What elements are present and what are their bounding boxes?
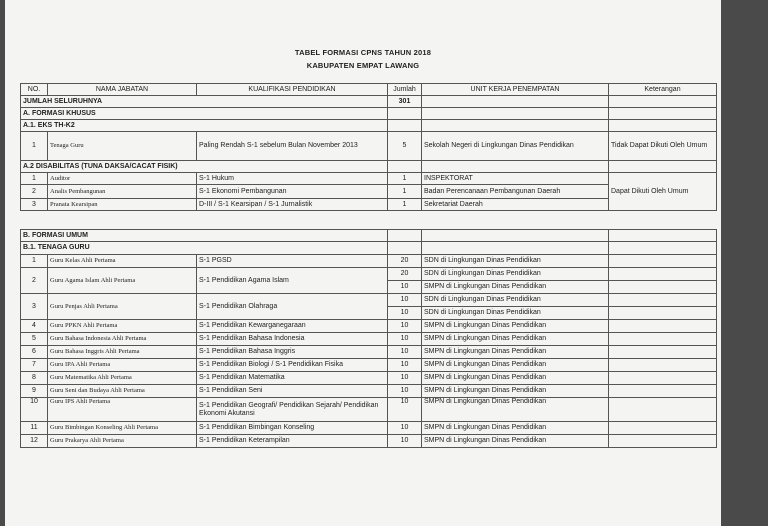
row-nama: Guru Bimbingan Konseling Ahli Pertama <box>48 422 197 435</box>
row-jumlah: 20 <box>388 268 422 281</box>
subsection-row <box>21 161 717 173</box>
table-row <box>21 359 717 372</box>
row-unit: SMPN di Lingkungan Dinas Pendidikan <box>422 359 609 372</box>
row-kualifikasi: S-1 Pendidikan Biologi / S-1 Pendidikan Fisika <box>197 359 388 372</box>
row-unit: Badan Perencanaan Pembangunan Daerah <box>422 185 609 199</box>
header-keterangan: Keterangan <box>609 84 717 96</box>
row-no: 12 <box>21 435 48 448</box>
row-jumlah: 10 <box>388 346 422 359</box>
table-row <box>21 385 717 398</box>
row-jumlah: 10 <box>388 294 422 307</box>
row-kualifikasi: S-1 Pendidikan Agama Islam <box>197 268 388 294</box>
row-no: 1 <box>21 132 48 161</box>
row-kualifikasi: S-1 Pendidikan Bimbingan Konseling <box>197 422 388 435</box>
row-jumlah: 10 <box>388 359 422 372</box>
row-unit: SMPN di Lingkungan Dinas Pendidikan <box>422 398 609 422</box>
row-no: 1 <box>21 255 48 268</box>
row-jumlah: 5 <box>388 132 422 161</box>
row-no: 9 <box>21 385 48 398</box>
row-no: 3 <box>21 294 48 320</box>
row-no: 10 <box>21 398 48 422</box>
row-no: 2 <box>21 268 48 294</box>
document-subtitle: KABUPATEN EMPAT LAWANG <box>306 61 420 70</box>
row-jumlah: 10 <box>388 372 422 385</box>
row-jumlah: 1 <box>388 199 422 211</box>
header-jumlah: Jumlah <box>388 84 422 96</box>
section-title: A. FORMASI KHUSUS <box>21 108 388 120</box>
row-kualifikasi: Paling Rendah S-1 sebelum Bulan November 2013 <box>197 132 388 161</box>
row-kualifikasi: S-1 Hukum <box>197 173 388 185</box>
header-nama-jabatan: NAMA JABATAN <box>48 84 197 96</box>
table-row <box>21 333 717 346</box>
row-nama: Auditor <box>48 173 197 185</box>
section-row <box>21 230 717 242</box>
subsection-row <box>21 120 717 132</box>
document-title: TABEL FORMASI CPNS TAHUN 2018 <box>294 48 432 57</box>
row-no: 5 <box>21 333 48 346</box>
row-unit: SMPN di Lingkungan Dinas Pendidikan <box>422 435 609 448</box>
total-label: JUMLAH SELURUHNYA <box>21 96 388 108</box>
section-title: B. FORMASI UMUM <box>21 230 388 242</box>
row-no: 11 <box>21 422 48 435</box>
row-nama: Guru PPKN Ahli Pertama <box>48 320 197 333</box>
row-unit: SDN di Lingkungan Dinas Pendidikan <box>422 268 609 281</box>
row-unit: INSPEKTORAT <box>422 173 609 185</box>
table-row <box>21 320 717 333</box>
row-kualifikasi: S-1 Pendidikan Bahasa Inggris <box>197 346 388 359</box>
row-kualifikasi: S-1 Pendidikan Bahasa Indonesia <box>197 333 388 346</box>
row-kualifikasi: S-1 Pendidikan Matematika <box>197 372 388 385</box>
row-keterangan: Tidak Dapat Dikuti Oleh Umum <box>609 132 717 161</box>
row-nama: Guru Matematika Ahli Pertama <box>48 372 197 385</box>
row-jumlah: 20 <box>388 255 422 268</box>
table-row <box>21 294 717 307</box>
row-nama: Guru Agama Islam Ahli Pertama <box>48 268 197 294</box>
header-kualifikasi: KUALIFIKASI PENDIDIKAN <box>197 84 388 96</box>
row-no: 4 <box>21 320 48 333</box>
row-unit: SMPN di Lingkungan Dinas Pendidikan <box>422 346 609 359</box>
header-no: NO. <box>21 84 48 96</box>
row-kualifikasi: S-1 Pendidikan Kewarganegaraan <box>197 320 388 333</box>
row-jumlah: 10 <box>388 385 422 398</box>
row-no: 8 <box>21 372 48 385</box>
formasi-khusus-table <box>20 83 717 211</box>
row-nama: Guru Seni dan Budaya Ahli Pertama <box>48 385 197 398</box>
total-value: 301 <box>388 96 422 108</box>
row-jumlah: 10 <box>388 398 422 422</box>
row-unit: SMPN di Lingkungan Dinas Pendidikan <box>422 281 609 294</box>
row-unit: Sekolah Negeri di Lingkungan Dinas Pendidikan <box>422 132 609 161</box>
row-jumlah: 10 <box>388 435 422 448</box>
row-jumlah: 1 <box>388 173 422 185</box>
row-nama: Guru Penjas Ahli Pertama <box>48 294 197 320</box>
row-unit: SDN di Lingkungan Dinas Pendidikan <box>422 255 609 268</box>
row-unit: SMPN di Lingkungan Dinas Pendidikan <box>422 320 609 333</box>
table-row <box>21 255 717 268</box>
row-kualifikasi: S-1 Pendidikan Keterampilan <box>197 435 388 448</box>
row-nama: Guru Kelas Ahli Pertama <box>48 255 197 268</box>
row-unit: SMPN di Lingkungan Dinas Pendidikan <box>422 372 609 385</box>
row-keterangan: Dapat Dikuti Oleh Umum <box>609 173 717 211</box>
row-nama: Guru IPS Ahli Pertama <box>48 398 197 422</box>
section-row <box>21 108 717 120</box>
row-kualifikasi: S-1 Pendidikan Olahraga <box>197 294 388 320</box>
row-unit: SMPN di Lingkungan Dinas Pendidikan <box>422 422 609 435</box>
row-unit: SMPN di Lingkungan Dinas Pendidikan <box>422 385 609 398</box>
row-jumlah: 10 <box>388 422 422 435</box>
subsection-title: A.1. EKS TH-K2 <box>21 120 388 132</box>
total-row <box>21 96 717 108</box>
row-nama: Guru Bahasa Indonesia Ahli Pertama <box>48 333 197 346</box>
row-no: 6 <box>21 346 48 359</box>
table-row <box>21 422 717 435</box>
row-no: 1 <box>21 173 48 185</box>
row-nama: Guru IPA Ahli Pertama <box>48 359 197 372</box>
row-kualifikasi: S-1 Pendidikan Seni <box>197 385 388 398</box>
row-jumlah: 1 <box>388 185 422 199</box>
row-unit: SDN di Lingkungan Dinas Pendidikan <box>422 294 609 307</box>
header-unit-kerja: UNIT KERJA PENEMPATAN <box>422 84 609 96</box>
subsection-title: A.2 DISABILITAS (TUNA DAKSA/CACAT FISIK) <box>21 161 388 173</box>
row-unit: SDN di Lingkungan Dinas Pendidikan <box>422 307 609 320</box>
row-kualifikasi: S-1 PGSD <box>197 255 388 268</box>
table-row <box>21 398 717 422</box>
row-unit: SMPN di Lingkungan Dinas Pendidikan <box>422 333 609 346</box>
row-no: 7 <box>21 359 48 372</box>
table-header-row <box>21 84 717 96</box>
row-unit: Sekretariat Daerah <box>422 199 609 211</box>
row-nama: Analis Pembangunan <box>48 185 197 199</box>
table-row <box>21 435 717 448</box>
table-row <box>21 372 717 385</box>
formasi-umum-table <box>20 229 717 448</box>
subsection-title: B.1. TENAGA GURU <box>21 242 388 255</box>
table-row <box>21 268 717 281</box>
row-kualifikasi: S-1 Pendidikan Geografi/ Pendidikan Sejarah/ Pendidikan Ekonomi Akutansi <box>197 398 388 422</box>
row-jumlah: 10 <box>388 307 422 320</box>
row-no: 3 <box>21 199 48 211</box>
row-jumlah: 10 <box>388 281 422 294</box>
row-no: 2 <box>21 185 48 199</box>
row-nama: Pranata Kearsipan <box>48 199 197 211</box>
table-row <box>21 132 717 161</box>
row-jumlah: 10 <box>388 320 422 333</box>
table-row <box>21 173 717 185</box>
row-kualifikasi: D-III / S-1 Kearsipan / S-1 Jurnalistik <box>197 199 388 211</box>
row-nama: Tenaga Guru <box>48 132 197 161</box>
row-jumlah: 10 <box>388 333 422 346</box>
subsection-row <box>21 242 717 255</box>
row-kualifikasi: S-1 Ekonomi Pembangunan <box>197 185 388 199</box>
row-nama: Guru Bahasa Inggris Ahli Pertama <box>48 346 197 359</box>
table-row <box>21 346 717 359</box>
row-nama: Guru Prakarya Ahli Pertama <box>48 435 197 448</box>
